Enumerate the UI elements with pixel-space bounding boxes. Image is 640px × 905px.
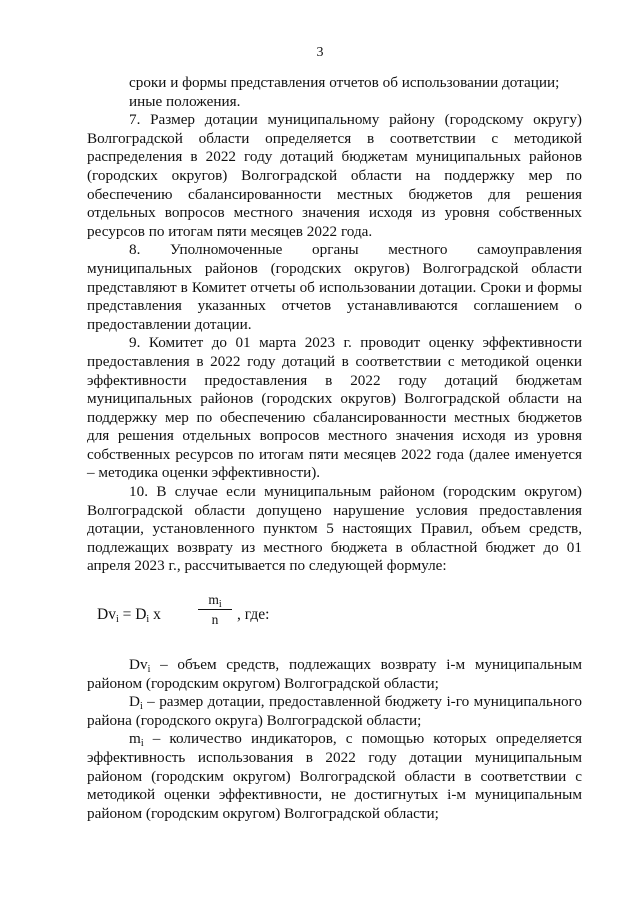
formula-fraction (198, 592, 232, 628)
document-body (87, 74, 582, 823)
paragraph-8: 8. Уполномоченные органы местного самоуправления муниципальных районов (городских округов) Волгоградской области представляют в Комитет отчеты об использовании дотации. Сроки и формы представления указанных отчетов устанавливаются соглашением о предоставлении дотации. (87, 241, 582, 333)
page-number: 3 (316, 45, 324, 60)
paragraph-other-provisions: иные положения. (129, 92, 241, 110)
formula-left: $Dv_i = D_i$ x (97, 606, 161, 626)
paragraph-10: 10. В случае если муниципальным районом (городским округом) Волгоградской области допущено нарушение условия предоставления дотации, установленного пунктом 5 настоящих Правил, объем средств, подлежащих возврату из местного бюджета в областной бюджет до 01 апреля 2023 г., рассчитывается по следующей формуле: (87, 483, 582, 575)
paragraph-7: 7. Размер дотации муниципальному району (городскому округу) Волгоградской области определяется в соответствии с методикой распределения в 2022 году дотаций бюджетам муниципальных районов (городских округов) Волгоградской области на поддержку мер по обеспечению сбалансированности местных бюджетов для решения отдельных вопросов местного значения исходя из уровня собственных ресурсов по итогам пяти месяцев 2022 года. (87, 111, 582, 240)
formula (97, 586, 582, 648)
paragraph-reporting-terms: сроки и формы представления отчетов об использовании дотации; (129, 74, 560, 91)
fraction-denominator: n (211, 612, 219, 628)
definition-dvi: $Dv_i$ – объем средств, подлежащих возврату i-м муниципальным районом (городским округом) Волгоградской области; (87, 656, 582, 692)
paragraph-9: 9. Комитет до 01 марта 2023 г. проводит оценку эффективности предоставления в 2022 году дотаций в соответствии с методикой оценки эффективности предоставления в 2022 году дотаций бюджетам муниципальных районов (городских округов) Волгоградской области на поддержку мер по обеспечению сбалансированности местных бюджетов для решения отдельных вопросов местного значения исходя из уровня собственных ресурсов по итогам пяти месяцев 2022 года (далее именуется – методика оценки эффективности). (87, 334, 582, 482)
fraction-numerator: $m_i$ (208, 592, 222, 611)
fraction-bar (198, 609, 232, 610)
definition-mi: $m_i$ – количество индикаторов, с помощью которых определяется эффективность использования в 2022 году дотации муниципальным районом (городским округом) Волгоградской области в соответствии с методикой оценки эффективности, не достигнутых i-м муниципальным районом (городским округом) Волгоградской области; (87, 730, 582, 822)
formula-tail: , где: (237, 606, 270, 624)
definition-di: $D_i$ – размер дотации, предоставленной бюджету i-го муниципального района (городского округа) Волгоградской области; (87, 693, 582, 729)
